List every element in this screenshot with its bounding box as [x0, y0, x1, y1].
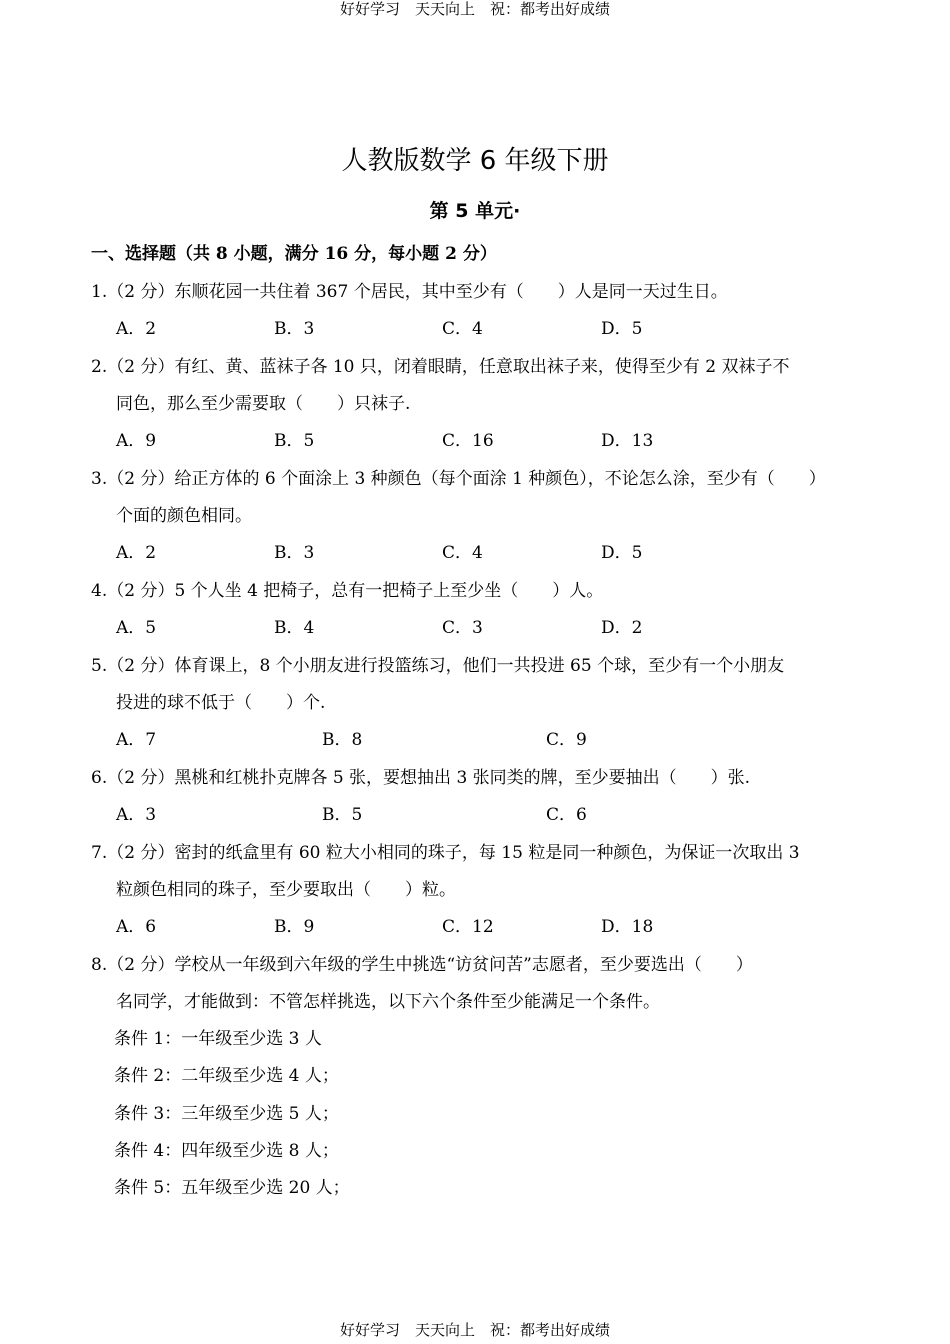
question-2-option-a: A．9	[116, 431, 157, 451]
question-4-option-a: A．5	[116, 618, 157, 638]
question-5-option-c: C．9	[546, 730, 587, 750]
question-8-condition-3: 条件 3：三年级至少选 5 人；	[114, 1104, 339, 1124]
question-3-option-b: B．3	[274, 543, 315, 563]
question-1-option-a: A．2	[116, 319, 157, 339]
question-2-text-line2: 同色，那么至少需要取（ ）只袜子.	[116, 394, 411, 414]
question-2-text-line1: 2.（2 分）有红、黄、蓝袜子各 10 只，闭着眼睛，任意取出袜子来，使得至少有 2 双袜子不	[91, 357, 790, 377]
question-7-text-line2: 粒颜色相同的珠子，至少要取出（ ）粒。	[116, 880, 456, 900]
question-8-condition-4: 条件 4：四年级至少选 8 人；	[114, 1141, 339, 1161]
question-5-option-a: A．7	[116, 730, 157, 750]
question-3-option-d: D．5	[601, 543, 643, 563]
page-header: 好好学习 天天向上 祝：都考出好成绩	[339, 0, 610, 18]
question-7-option-c: C．12	[442, 917, 494, 937]
question-7-text-line1: 7.（2 分）密封的纸盒里有 60 粒大小相同的珠子，每 15 粒是同一种颜色，为保证一次取出 3	[91, 843, 800, 863]
question-2-option-b: B．5	[274, 431, 315, 451]
question-1-option-b: B．3	[274, 319, 315, 339]
question-1-text: 1.（2 分）东顺花园一共住着 367 个居民，其中至少有（ ）人是同一天过生日。	[91, 282, 728, 302]
question-4-option-d: D．2	[601, 618, 643, 638]
page-footer: 好好学习 天天向上 祝：都考出好成绩	[339, 1321, 610, 1339]
question-3-text-line2: 个面的颜色相同。	[116, 506, 252, 526]
document-title: 人教版数学 6 年级下册	[341, 146, 609, 176]
question-8-condition-5: 条件 5：五年级至少选 20 人；	[114, 1178, 350, 1198]
question-6-text: 6.（2 分）黑桃和红桃扑克牌各 5 张，要想抽出 3 张同类的牌，至少要抽出（ ）张.	[91, 768, 751, 788]
question-6-option-b: B．5	[322, 805, 363, 825]
question-5-text-line1: 5.（2 分）体育课上，8 个小朋友进行投篮练习，他们一共投进 65 个球，至少有一个小朋友	[91, 656, 785, 676]
question-4-option-c: C．3	[442, 618, 483, 638]
question-7-option-d: D．18	[601, 917, 654, 937]
question-3-option-c: C．4	[442, 543, 483, 563]
question-8-text-line1: 8.（2 分）学校从一年级到六年级的学生中挑选“访贫问苦”志愿者，至少要选出（ ）	[91, 955, 753, 975]
question-3-option-a: A．2	[116, 543, 157, 563]
question-8-text-line2: 名同学，才能做到：不管怎样挑选，以下六个条件至少能满足一个条件。	[116, 992, 660, 1012]
question-6-option-a: A．3	[116, 805, 157, 825]
question-4-option-b: B．4	[274, 618, 315, 638]
question-8-condition-1: 条件 1：一年级至少选 3 人	[114, 1029, 322, 1049]
question-5-text-line2: 投进的球不低于（ ）个.	[116, 693, 326, 713]
question-7-option-a: A．6	[116, 917, 157, 937]
question-6-option-c: C．6	[546, 805, 587, 825]
unit-subtitle: 第 5 单元·	[429, 200, 521, 222]
question-7-option-b: B．9	[274, 917, 315, 937]
section-heading: 一、选择题（共 8 小题，满分 16 分，每小题 2 分）	[91, 244, 497, 264]
question-3-text-line1: 3.（2 分）给正方体的 6 个面涂上 3 种颜色（每个面涂 1 种颜色），不论怎么涂，至少有（ ）	[91, 469, 826, 489]
question-1-option-c: C．4	[442, 319, 483, 339]
question-1-option-d: D．5	[601, 319, 643, 339]
question-2-option-d: D．13	[601, 431, 654, 451]
question-8-condition-2: 条件 2：二年级至少选 4 人；	[114, 1066, 339, 1086]
question-4-text: 4.（2 分）5 个人坐 4 把椅子，总有一把椅子上至少坐（ ）人。	[91, 581, 604, 601]
question-2-option-c: C．16	[442, 431, 494, 451]
question-5-option-b: B．8	[322, 730, 363, 750]
